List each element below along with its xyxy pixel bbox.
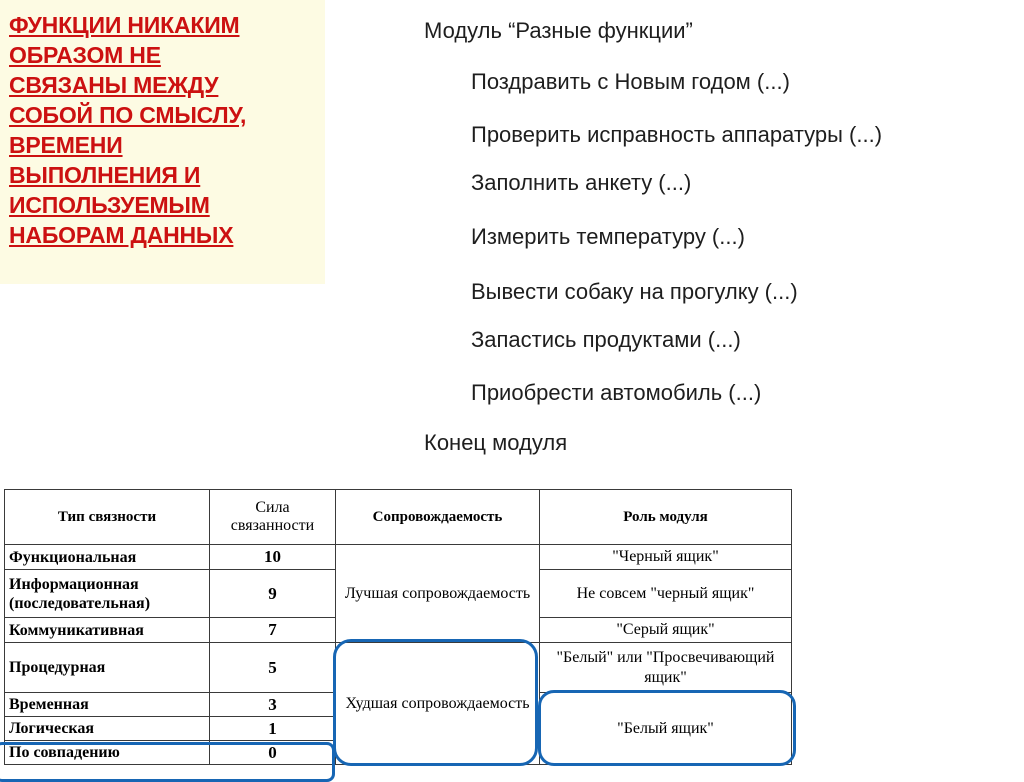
type-cell: Коммуникативная [5,618,210,643]
maintainability-worst: Худшая сопровождаемость [336,643,540,765]
role-cell: Не совсем "черный ящик" [540,570,792,618]
module-item: Вывести собаку на прогулку (...) [471,279,798,304]
header-type: Тип связности [5,490,210,545]
coincidental-row-highlight [0,742,335,782]
strength-cell: 0 [210,741,336,765]
type-cell: Функциональная [5,545,210,570]
type-cell: По совпадению [5,741,210,765]
module-item: Запастись продуктами (...) [471,327,741,352]
white-box-highlight [538,690,796,766]
role-cell: "Серый ящик" [540,618,792,643]
role-cell: "Черный ящик" [540,545,792,570]
module-item: Поздравить с Новым годом (...) [471,69,790,94]
module-item: Приобрести автомобиль (...) [471,380,762,405]
strength-cell: 7 [210,618,336,643]
strength-cell: 5 [210,643,336,693]
worst-maintainability-highlight [333,639,538,766]
role-cell: "Белый" или "Просвечивающий ящик" [540,643,792,693]
strength-cell: 10 [210,545,336,570]
header-strength: Сила связанности [210,490,336,545]
type-cell: Информационная (последовательная) [5,570,210,618]
module-header: Модуль “Разные функции” [424,18,693,43]
note-text: ФУНКЦИИ НИКАКИМ ОБРАЗОМ НЕ СВЯЗАНЫ МЕЖДУ СОБОЙ ПО СМЫСЛУ, ВРЕМЕНИ ВЫПОЛНЕНИЯ И ИСПОЛЬЗУЕМЫМ НАБОРАМ ДАННЫХ [9,12,247,248]
header-role: Роль модуля [540,490,792,545]
module-item: Проверить исправность аппаратуры (...) [471,122,883,147]
module-item: Заполнить анкету (...) [471,170,692,195]
module-footer: Конец модуля [424,430,568,455]
strength-cell: 3 [210,693,336,717]
maintainability-best: Лучшая сопровождаемость [336,545,540,643]
module-item: Измерить температуру (...) [471,224,745,249]
role-cell: "Белый ящик" [540,693,792,765]
strength-cell: 9 [210,570,336,618]
type-cell: Временная [5,693,210,717]
header-maintainability: Сопровождаемость [336,490,540,545]
type-cell: Логическая [5,717,210,741]
strength-cell: 1 [210,717,336,741]
type-cell: Процедурная [5,643,210,693]
